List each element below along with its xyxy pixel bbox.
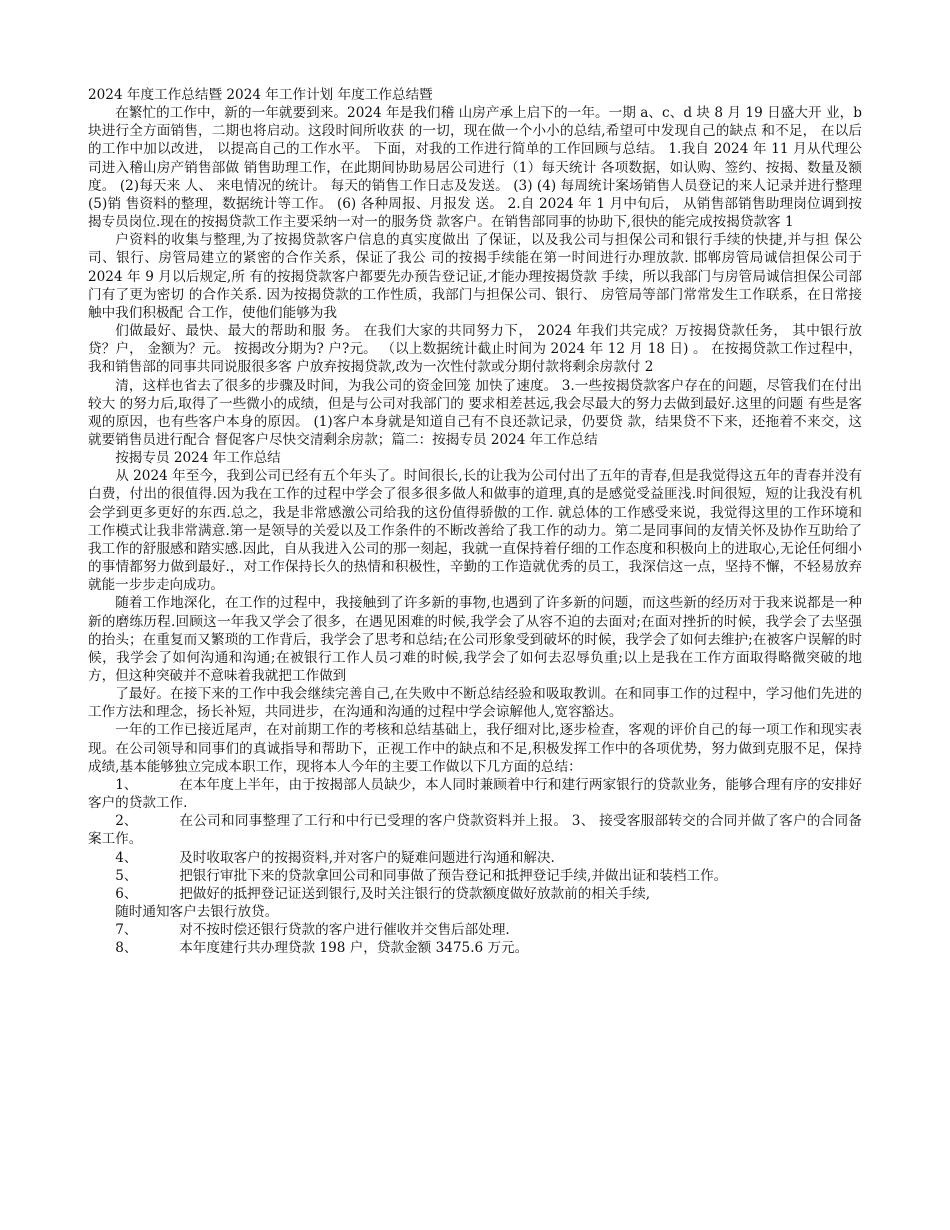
list-item-text: 把做好的抵押登记证送到银行,及时关注银行的贷款额度做好放款前的相关手续, <box>179 885 651 902</box>
list-item-number: 7、 <box>115 922 138 939</box>
paragraph: 清，这样也省去了很多的步骤及时间，为我公司的资金回笼 加快了速度。 3.一些按揭贷款客户存在的问题，尽管我们在付出较大 的努力后,取得了一些微小的成绩，但是与公司对我部门的 要求相差甚远,我会尽最大的努力去做到最好.这里的问题 有些是客观的原因，也有些客户本身的原因。 (1)客户本身就是知道自己有不良还款记录，仍要贷 款，结果贷不下来，还拖着不来交，这就要销售员进行配合 督促客户尽快交清剩余房款；篇二：按揭专员 2024 年工作总结 <box>88 377 862 448</box>
list-item-text: 对不按时偿还银行贷款的客户进行催收并交售后部处理. <box>179 922 510 939</box>
paragraph: 了最好。在接下来的工作中我会继续完善自己,在失败中不断总结经验和吸取教训。在和同事工作的过程中，学习他们先进的工作方法和理念，扬长补短，共同进步，在沟通和沟通的过程中学会谅解他人,宽容豁达。 <box>88 686 862 721</box>
paragraph: 在繁忙的工作中，新的一年就要到来。2024 年是我们稽 山房产承上启下的一年。一期 a、c、d 块 8 月 19 日盛大开 业，b 块进行全方面销售，二期也将启动。这段时间所收获 的一切，现在做一个小小的总结,希望可中发现自己的缺点 和不足， 在以后的工作中加以改进， 以提高自己的工作水平。 下面，对我的工作进行简单的工作回顾与总结。 1.我自 2024 年 11 月从代理公司进入稽山房产销售部做 销售助理工作，在此期间协助易居公司进行（1）每天统计 各项数据，如认购、签约、按揭、数量及额度。 (2)每天来 人、 来电情况的统计。 每天的销售工作日志及发送。 (3) (4) 每周统计案场销售人员登记的来人记录并进行整理(5)销 售资料的整理，数据统计等工作。 (6) 各种周报、月报发 送。 2.自 2024 年 1 月中旬后， 从销售部销售助理岗位调到按 揭专员岗位.现在的按揭贷款工作主要采纳一对一的服务贷 款客户。在销售部同事的协助下,很快的能完成按揭贷款客 1 <box>88 105 862 231</box>
paragraph: 们做最好、最快、最大的帮助和服 务。 在我们大家的共同努力下， 2024 年我们共完成？万按揭贷款任务， 其中银行放贷？户， 金额为？元。 按揭改分期为? 户?元。 （以上数据统计截止时间为 2024 年 12 月 18 日) 。 在按揭贷款工作过程中，我和销售部的同事共同说服很多客 户放弃按揭贷款,改为一次性付款或分期付款将剩余房款付 2 <box>88 323 862 376</box>
list-item-text: 随时通知客户去银行放贷。 <box>115 904 279 921</box>
paragraph: 户资料的收集与整理,为了按揭贷款客户信息的真实度做出 了保证，以及我公司与担保公司和银行手续的快捷,并与担 保公司、银行、房管局建立的紧密的合作关系，保证了我公 司的按揭手续能在第一时间进行办理放款. 邯郸房管局诚信担保公司于 2024 年 9 月以后规定,所 有的按揭贷款客户都要先办预告登记证,才能办理按揭贷款 手续，所以我部门与房管局诚信担保公司部门有了更为密切 的合作关系. 因为按揭贷款的工作性质，我部门与担保公司、银行、 房管局等部门常常发生工作联系，在日常接触中我们积极配 合工作，使他们能够为我 <box>88 232 862 321</box>
paragraph: 从 2024 年至今，我到公司已经有五个年头了。时间很长,长的让我为公司付出了五年的青春,但是我觉得这五年的青春并没有白费，付出的很值得.因为我在工作的过程中学会了很多很多做人和做事的道理,真的是感觉受益匪浅.时间很短，短的让我没有机会学到更多更好的东西.总之，我是非常感激公司给我的这份值得骄傲的工作. 就总体的工作感受来说，我觉得这里的工作环境和工作模式让我非常满意.第一是领导的关爱以及工作条件的不断改善给了我工作的动力。第二是同事间的友情关怀及协作互助给了我工作的舒服感和踏实感.因此，自从我进入公司的那一刻起，我就一直保持着仔细的工作态度和积极向上的进取心,无论任何细小的事情都努力做到最好.，对工作保持长久的热情和积极性，辛勤的工作造就优秀的员工，我深信这一点，坚持不懈，不轻易放弃就能一步步走向成功。 <box>88 468 862 594</box>
list-item <box>88 885 862 903</box>
list-item-text: 及时收取客户的按揭资料,并对客户的疑难问题进行沟通和解决. <box>179 849 555 866</box>
list-item-number: 6、 <box>115 885 138 902</box>
list-item <box>88 903 862 921</box>
document-title-line: 2024 年度工作总结暨 2024 年工作计划 年度工作总结暨 <box>88 87 433 103</box>
list-item <box>88 921 862 939</box>
list-item-number: 2、 <box>115 813 138 830</box>
list-item-number: 1、 <box>115 776 138 793</box>
list-item <box>88 812 862 848</box>
list-item-number: 8、 <box>115 940 138 957</box>
list-item-number: 4、 <box>115 849 138 866</box>
list-item-text: 在本年度上半年，由于按揭部人员缺少，本人同时兼顾着中行和建行两家银行的贷款业务，能够合理有序的安排好客户的贷款工作. <box>88 776 862 812</box>
list-item <box>88 776 862 812</box>
list-item-text: 在公司和同事整理了工行和中行已受理的客户贷款资料并上报。 3、 接受客服部转交的合同并做了客户的合同备案工作。 <box>88 813 862 848</box>
list-item-text: 本年度建行共办理贷款 198 户，贷款金额 3475.6 万元。 <box>179 940 529 957</box>
section-heading: 按揭专员 2024 年工作总结 <box>115 450 281 467</box>
list-item <box>88 939 862 957</box>
list-item <box>88 849 862 867</box>
list-item-text: 把银行审批下来的贷款拿回公司和同事做了预告登记和抵押登记手续,并做出证和装档工作。 <box>179 867 728 884</box>
list-item-number: 5、 <box>115 867 138 884</box>
paragraph: 随着工作地深化，在工作的过程中，我接触到了许多新的事物,也遇到了许多新的问题，而这些新的经历对于我来说都是一种新的磨练历程.回顾这一年我又学会了很多，在遇见困难的时候,我学会了从容不迫的去面对;在面对挫折的时候，我学会了去坚强的抬头；在重复而又繁琐的工作背后，我学会了思考和总结;在公司形象受到破坏的时候，我学会了如何去维护;在被客户误解的时候，我学会了如何沟通和沟通;在被银行工作人员刁难的时候,我学会了如何去忍辱负重;以上是我在工作方面取得略微突破的地方，但这种突破并不意味着我就把工作做到 <box>88 595 862 684</box>
list-item <box>88 867 862 885</box>
paragraph: 一年的工作已接近尾声，在对前期工作的考核和总结基础上，我仔细对比,逐步检查，客观的评价自己的每一项工作和现实表现。在公司领导和同事们的真诚指导和帮助下，正视工作中的缺点和不足,积极发挥工作中的各项优势，努力做到克服不足，保持成绩,基本能够独立完成本职工作，现将本人今年的主要工作做以下几方面的总结： <box>88 722 862 775</box>
